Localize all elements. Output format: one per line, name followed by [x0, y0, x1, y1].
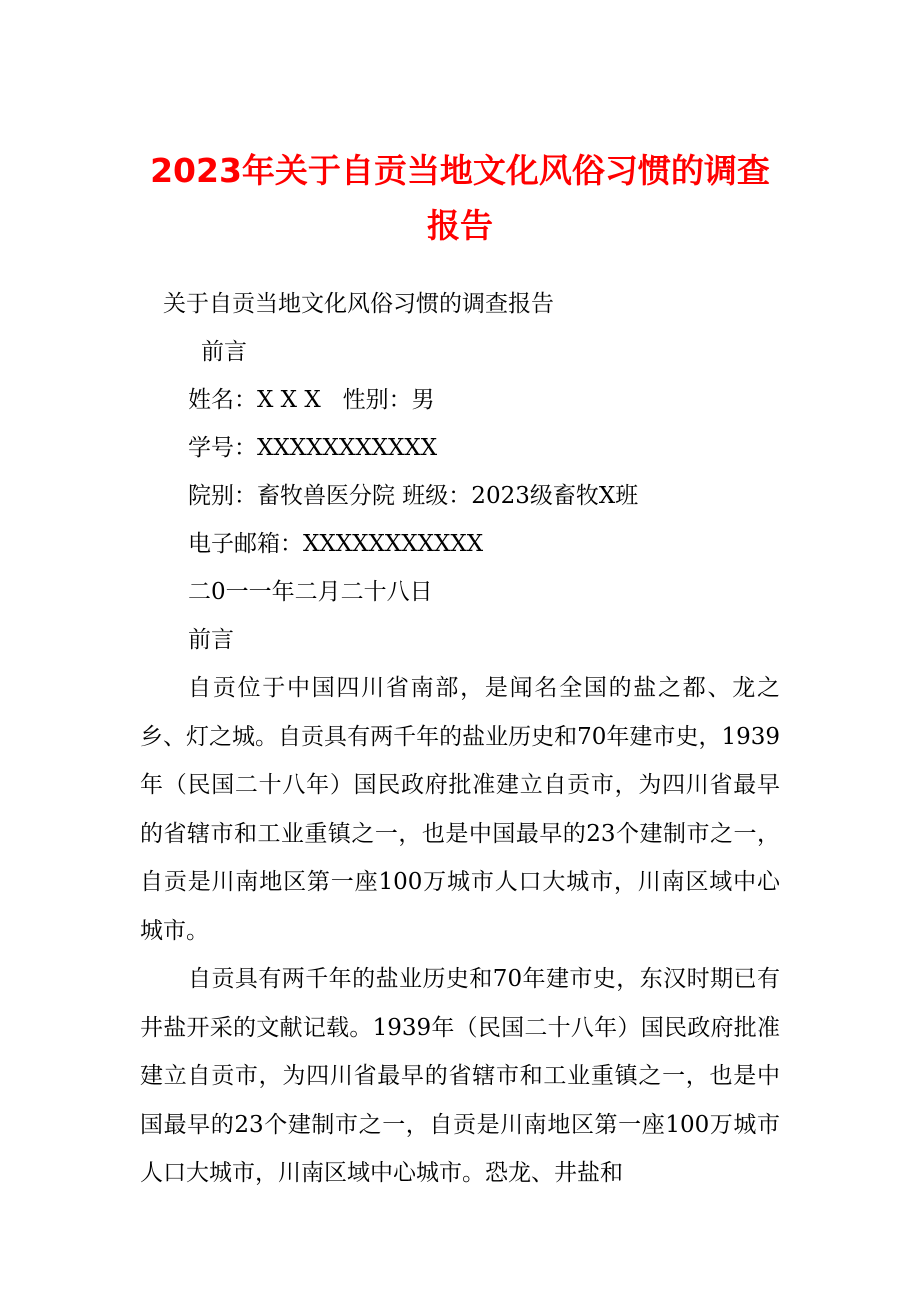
document-title-line-1: 2023年关于自贡当地文化风俗习惯的调查 — [150, 151, 770, 190]
document-subtitle: 关于自贡当地文化风俗习惯的调查报告 — [163, 291, 554, 317]
preface-heading: 前言 — [201, 339, 247, 365]
preface-heading-second: 前言 — [188, 627, 234, 653]
name-gender-line: 姓名：X X X 性别：男 — [188, 387, 435, 413]
student-id-line: 学号：XXXXXXXXXXX — [188, 435, 438, 461]
date-line: 二0一一年二月二十八日 — [188, 579, 433, 605]
body-paragraph-2: 自贡具有两千年的盐业历史和70年建市史，东汉时期已有井盐开采的文献记载。1939年（民国二十八年）国民政府批准建立自贡市，为四川省最早的省辖市和工业重镇之一，也是中国最早的23个建制市之一，自贡是川南地区第一座100万城市人口大城市，川南区域中心城市。恐龙、井盐和 — [140, 966, 780, 1186]
department-class-line: 院别：畜牧兽医分院 班级：2023级畜牧X班 — [188, 483, 639, 509]
body-paragraph-1: 自贡位于中国四川省南部，是闻名全国的盐之都、龙之乡、灯之城。自贡具有两千年的盐业历史和70年建市史，1939年（民国二十八年）国民政府批准建立自贡市，为四川省最早的省辖市和工业重镇之一，也是中国最早的23个建制市之一，自贡是川南地区第一座100万城市人口大城市，川南区域中心城市。 — [140, 675, 780, 944]
email-line: 电子邮箱：XXXXXXXXXXX — [188, 531, 484, 557]
document-title-line-2: 报告 — [427, 206, 493, 245]
